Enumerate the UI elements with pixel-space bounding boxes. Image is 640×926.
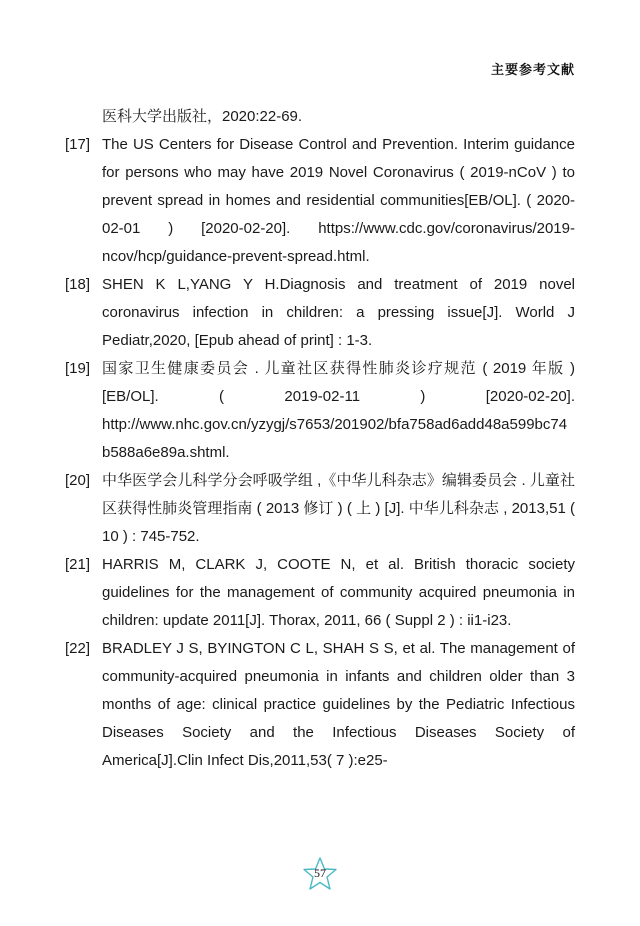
reference-number: [17] <box>65 136 91 153</box>
reference-number: [22] <box>65 640 91 657</box>
reference-18 <box>65 271 575 355</box>
reference-number: [18] <box>65 276 91 293</box>
reference-number: [19] <box>65 360 91 377</box>
reference-20 <box>65 467 575 551</box>
reference-text: The US Centers for Disease Control and Prevention. Interim guidance for persons who may have 2019 Novel Coronavirus ( 2019-nCoV ) to prevent spread in homes and residential communities[EB/OL]. ( 2020-02-01 ) [2020-02-20]. https://www.cdc.gov/coronavirus/2019-ncov/hcp/guidance-prevent-spread.html. <box>102 136 575 265</box>
reference-number: [21] <box>65 556 91 573</box>
reference-number: [20] <box>65 472 91 489</box>
reference-continuation: 医科大学出版社，2020:22-69. <box>102 108 303 125</box>
reference-text: 中华医学会儿科学分会呼吸学组 ,《中华儿科杂志》编辑委员会 . 儿童社区获得性肺炎管理指南 ( 2013 修订 ) ( 上 ) [J]. 中华儿科杂志 , 2013,51 ( 10 ) : 745-752. <box>102 472 575 545</box>
reference-text: BRADLEY J S, BYINGTON C L, SHAH S S, et al. The management of community-acquired pneumonia in infants and children older than 3 months of age: clinical practice guidelines by the Pediatric Infectious Diseases Society and the Infectious Diseases Society of America[J].Clin Infect Dis,2011,53( 7 ):e25- <box>102 640 575 769</box>
reference-19 <box>65 355 575 467</box>
reference-17 <box>65 131 575 271</box>
reference-22 <box>65 635 575 775</box>
page-number: 57 <box>314 866 326 880</box>
reference-text: SHEN K L,YANG Y H.Diagnosis and treatment of 2019 novel coronavirus infection in children: a pressing issue[J]. World J Pediatr,2020, [Epub ahead of print] : 1-3. <box>102 276 575 349</box>
reference-text: 国家卫生健康委员会 . 儿童社区获得性肺炎诊疗规范 ( 2019 年版 ) [EB/OL]. ( 2019-02-11 ) [2020-02-20]. http://www.nhc.gov.cn/yzygj/s7653/201902/bfa758ad6add48a599bc74b588a6e89a.shtml. <box>102 360 575 461</box>
reference-list <box>65 103 575 775</box>
reference-text: HARRIS M, CLARK J, COOTE N, et al. British thoracic society guidelines for the management of community acquired pneumonia in children: update 2011[J]. Thorax, 2011, 66 ( Suppl 2 ) : ii1-i23. <box>102 556 575 629</box>
page-number-badge <box>302 857 338 891</box>
reference-21 <box>65 551 575 635</box>
running-header: 主要参考文献 <box>490 62 575 77</box>
